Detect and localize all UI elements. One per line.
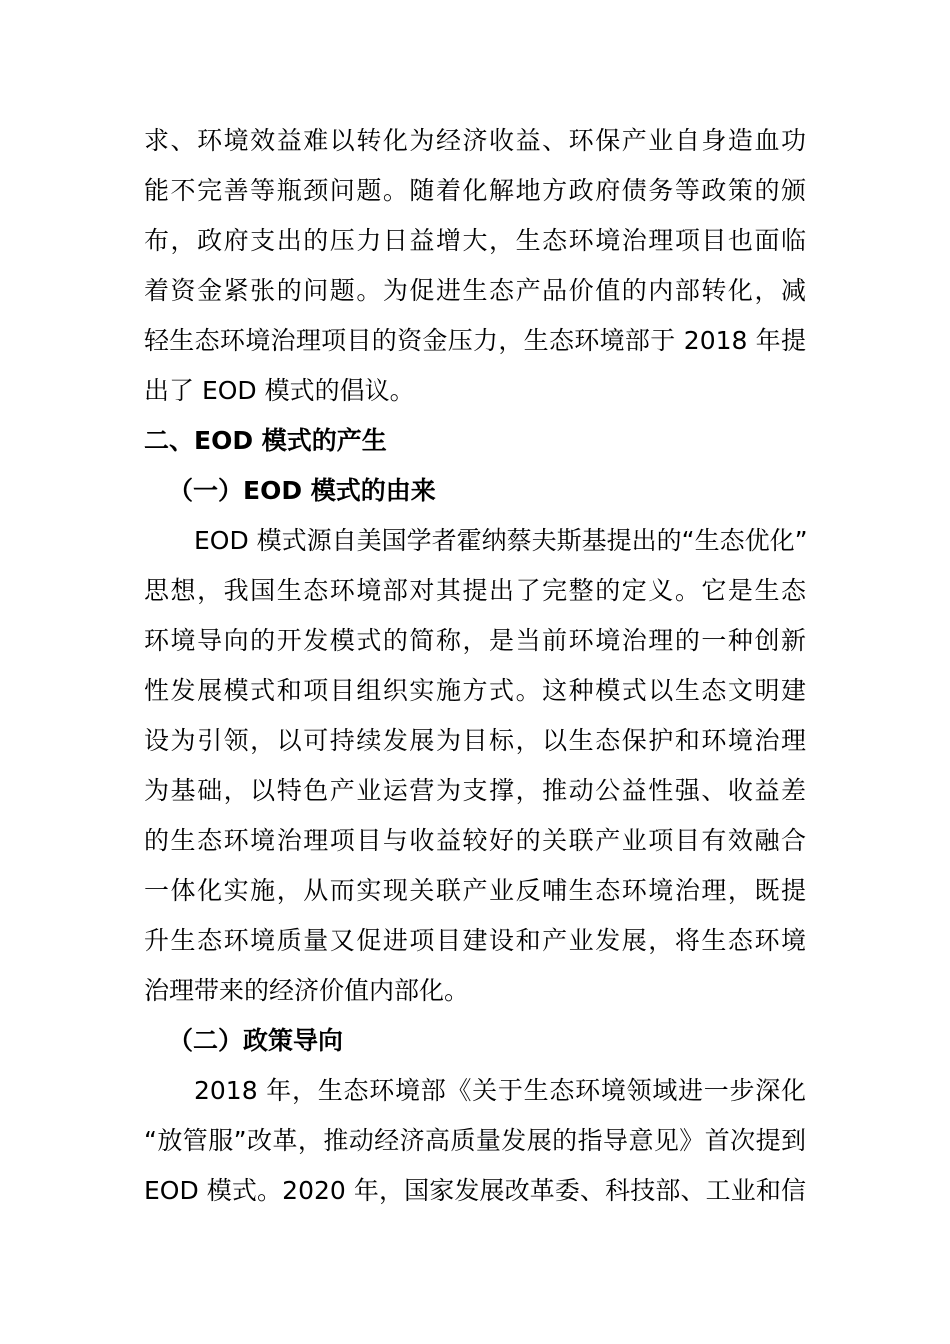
paragraph-line: EOD 模式。2020 年，国家发展改革委、科技部、工业和信 <box>144 1176 806 1205</box>
paragraph-line: 设为引领，以可持续发展为目标，以生态保护和环境治理 <box>144 726 806 755</box>
paragraph-line: 为基础，以特色产业运营为支撑，推动公益性强、收益差 <box>144 776 806 805</box>
paragraph-line: 思想，我国生态环境部对其提出了完整的定义。它是生态 <box>144 576 806 605</box>
paragraph-line: EOD 模式源自美国学者霍纳蔡夫斯基提出的“生态优化” <box>194 526 808 555</box>
paragraph-line: 求、环境效益难以转化为经济收益、环保产业自身造血功 <box>144 126 806 155</box>
paragraph-line: 性发展模式和项目组织实施方式。这种模式以生态文明建 <box>144 676 806 705</box>
section-heading: 二、EOD 模式的产生 <box>144 426 387 455</box>
paragraph-line: 一体化实施，从而实现关联产业反哺生态环境治理，既提 <box>144 876 806 905</box>
paragraph-line: 环境导向的开发模式的简称，是当前环境治理的一种创新 <box>144 626 806 655</box>
paragraph-line: 治理带来的经济价值内部化。 <box>144 976 470 1005</box>
paragraph-line: 升生态环境质量又促进项目建设和产业发展，将生态环境 <box>144 926 806 955</box>
paragraph-line: 着资金紧张的问题。为促进生态产品价值的内部转化，减 <box>144 276 806 305</box>
paragraph-line: 出了 EOD 模式的倡议。 <box>144 376 415 405</box>
paragraph-line: 布，政府支出的压力日益增大，生态环境治理项目也面临 <box>144 226 806 255</box>
paragraph-line: 轻生态环境治理项目的资金压力，生态环境部于 2018 年提 <box>144 326 806 355</box>
paragraph-line: 能不完善等瓶颈问题。随着化解地方政府债务等政策的颁 <box>144 176 806 205</box>
subsection-heading: （二）政策导向 <box>168 1026 344 1055</box>
paragraph-line: “放管服”改革，推动经济高质量发展的指导意见》首次提到 <box>144 1126 806 1155</box>
paragraph-line: 的生态环境治理项目与收益较好的关联产业项目有效融合 <box>144 826 806 855</box>
paragraph-line: 2018 年，生态环境部《关于生态环境领域进一步深化 <box>194 1076 806 1105</box>
subsection-heading: （一）EOD 模式的由来 <box>168 476 436 505</box>
